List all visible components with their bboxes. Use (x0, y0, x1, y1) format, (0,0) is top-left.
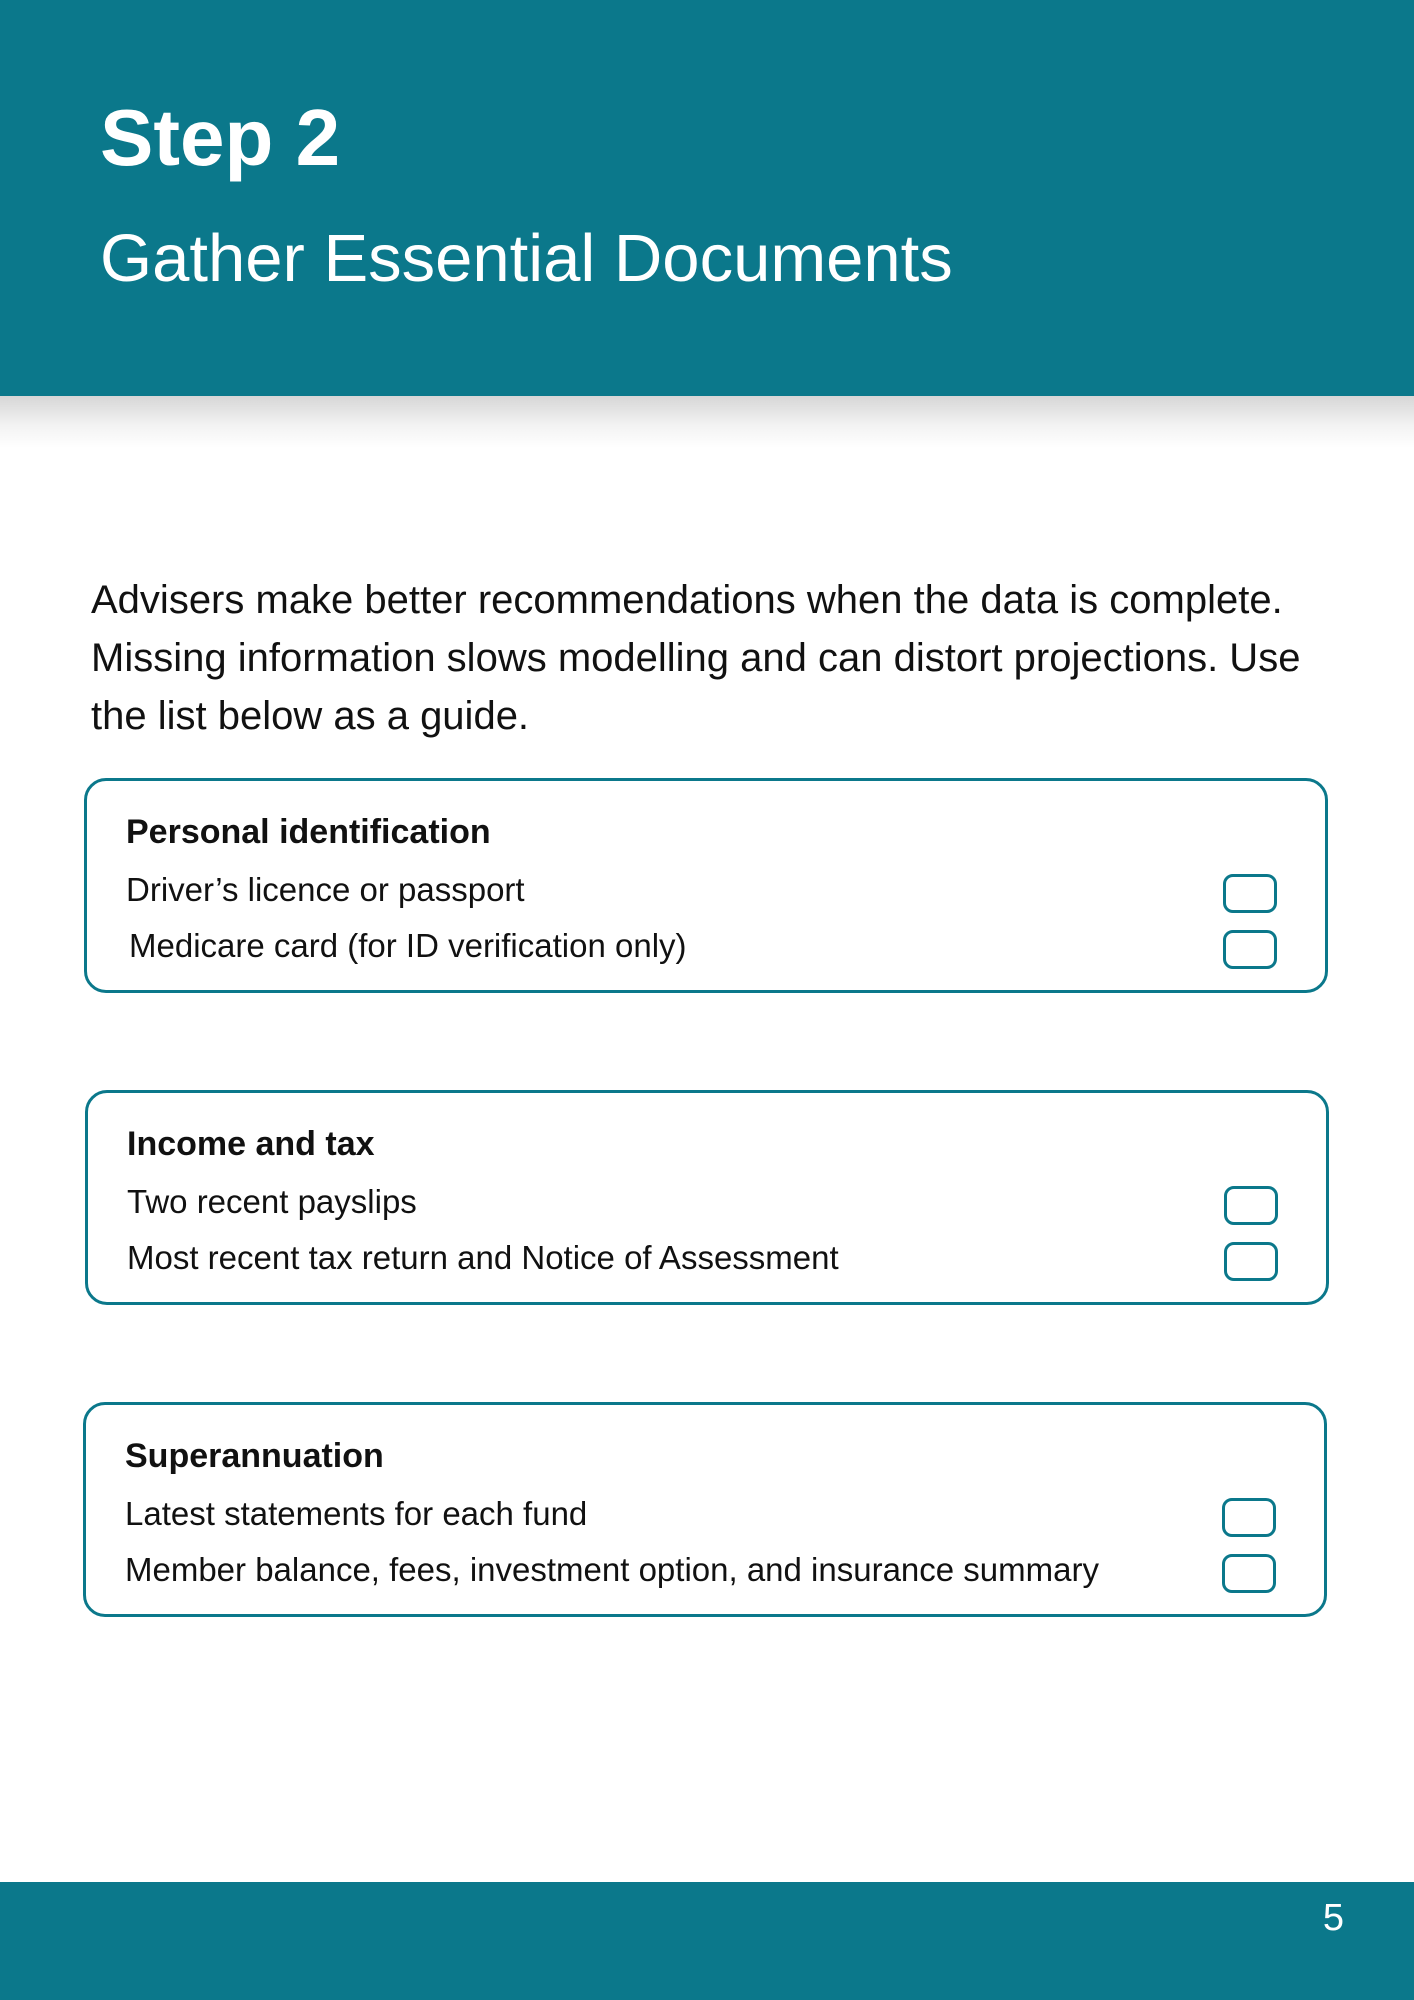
checklist-item-label: Medicare card (for ID verification only) (129, 927, 687, 964)
tax-return-checkbox[interactable] (1224, 1242, 1278, 1281)
checklist-item-label: Driver’s licence or passport (126, 871, 525, 908)
drivers-licence-passport-checkbox[interactable] (1223, 874, 1277, 913)
section-title: Income and tax (127, 1125, 375, 1163)
checklist-section-income-and-tax (85, 1090, 1329, 1305)
fund-statements-checkbox[interactable] (1222, 1498, 1276, 1537)
checklist-item-label: Most recent tax return and Notice of Assessment (127, 1239, 839, 1276)
page-number: 5 (1322, 1897, 1344, 1939)
page-header (0, 0, 1414, 396)
section-title: Superannuation (125, 1437, 384, 1475)
member-summary-checkbox[interactable] (1222, 1554, 1276, 1593)
intro-text: Advisers make better recommendations when the data is complete. Missing information slows modelling and can distort projections. Use the list below as a guide. (91, 578, 1301, 738)
page-footer (0, 1882, 1414, 2000)
recent-payslips-checkbox[interactable] (1224, 1186, 1278, 1225)
checklist-item-label: Latest statements for each fund (125, 1495, 588, 1532)
medicare-card-checkbox[interactable] (1223, 930, 1277, 969)
checklist-item-label: Two recent payslips (127, 1183, 417, 1220)
page-title: Gather Essential Documents (100, 221, 953, 296)
checklist-section-superannuation (83, 1402, 1327, 1617)
section-title: Personal identification (126, 813, 491, 851)
checklist-section-personal-identification (84, 778, 1328, 993)
step-label: Step 2 (100, 93, 341, 182)
header-shadow (0, 396, 1414, 448)
checklist-item-label: Member balance, fees, investment option, and insurance summary (125, 1551, 1099, 1588)
